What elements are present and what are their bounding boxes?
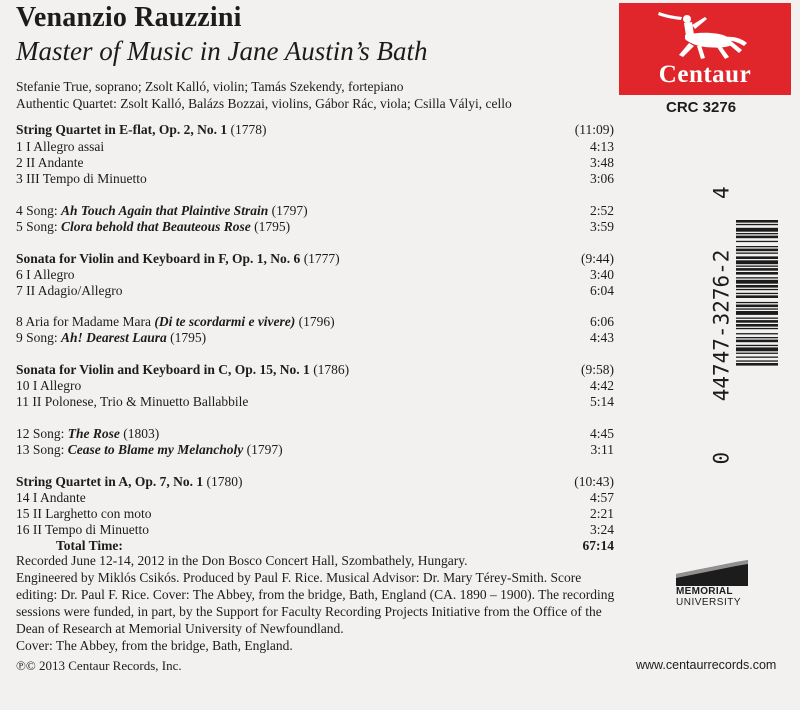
catalog-number: CRC 3276 [666,99,737,116]
work-heading [16,250,614,267]
barcode-bar [736,266,778,267]
track-year: (1796) [295,314,335,329]
track-row [16,441,614,458]
track-title: Clora behold that Beauteous Rose [61,219,251,234]
cover-credit: Cover: The Abbey, from the bridge, Bath, England. [16,638,293,653]
track-title: 6 I Allegro [16,267,75,282]
track-duration: 4:45 [589,426,614,441]
track-row [16,154,614,171]
track-row [16,329,614,346]
track-row [16,218,614,235]
barcode-bar [736,256,778,259]
sponsor-name: MEMORIAL [676,586,733,597]
track-row [16,138,614,155]
track-row [16,282,614,299]
barcode-bar [736,280,778,284]
work-heading [16,361,614,378]
barcode-bar [736,328,778,329]
centaur-logo [619,3,791,95]
track-row [16,521,614,538]
work-heading [16,121,614,138]
barcode-bar [736,220,778,223]
track-row [16,425,614,442]
track-title: 10 I Allegro [16,378,82,393]
track-title: The Rose [67,426,120,441]
work-year: (1777) [300,251,340,266]
album-title: Master of Music in Jane Austin’s Bath [16,36,428,66]
work-title: Sonata for Violin and Keyboard in F, Op. 1, No. 6 [16,251,301,266]
track-row [16,313,614,330]
track-duration: 4:57 [589,490,614,505]
track-duration: 3:48 [589,155,614,170]
track-title: 1 I Allegro assai [16,139,105,154]
track-prefix: 4 Song: [16,203,62,218]
track-prefix: 12 Song: [16,426,68,441]
label-name: Centaur [658,61,752,88]
performers-line: Stefanie True, soprano; Zsolt Kalló, violin; Tamás Szekendy, fortepiano [16,79,404,94]
work-duration: (9:44) [581,251,614,266]
total-time-label: Total Time: [56,538,123,553]
track-duration: 2:52 [589,203,614,218]
track-title: 2 II Andante [16,155,84,170]
track-duration: 3:40 [589,267,614,282]
barcode-bar [736,308,778,309]
work-duration: (11:09) [574,122,614,137]
track-row [16,266,614,283]
track-duration: 3:11 [590,442,614,457]
barcode-bar [736,224,778,225]
track-title: Ah Touch Again that Plaintive Strain [61,203,269,218]
sponsor-subname: UNIVERSITY [676,597,742,608]
work-duration: (10:43) [574,474,614,489]
barcode-bar [736,345,778,346]
track-year: (1795) [250,219,291,234]
barcode-bar [736,228,778,232]
work-title: Sonata for Violin and Keyboard in C, Op. 15, No. 1 [16,362,310,377]
barcode-bar [736,302,778,303]
track-row [16,505,614,522]
website-link[interactable]: www.centaurrecords.com [636,658,777,672]
track-title: 11 II Polonese, Trio & Minuetto Ballabbile [16,394,249,409]
barcode-bar [736,293,778,294]
track-title: 3 III Tempo di Minuetto [16,171,147,186]
work-year: (1778) [227,122,267,137]
track-duration: 3:59 [589,219,614,234]
credits: Engineered by Miklós Csikós. Produced by Paul F. Rice. Musical Advisor: Dr. Mary Térey-Smith. Score editing: Dr. Paul F. Rice. Cover: The Abbey, from the bridge, Bath, England (CA. 1890 – 1900). The recording sessions were funded, in part, by the Support for Faculty Recording Projects Initiative from the Office of the Dean of Research at Memorial University of Newfoundland. [16,570,615,636]
track-year: (1803) [119,426,160,441]
recording-info: Recorded June 12-14, 2012 in the Don Bosco Concert Hall, Szombathely, Hungary. [16,553,468,568]
track-duration: 4:43 [589,330,614,345]
barcode-bar [736,360,778,361]
track-duration: 5:14 [589,394,614,409]
barcode-bar [736,236,778,239]
track-row [16,489,614,506]
barcode-bar [736,272,778,275]
barcode-bar [736,289,778,290]
work-year: (1786) [309,362,350,377]
ensemble-line: Authentic Quartet: Zsolt Kalló, Balázs Bozzai, violins, Gábor Rác, viola; Csilla Vályi, cello [16,96,512,111]
barcode-bar [736,249,778,252]
track-duration: 4:13 [589,139,614,154]
track-row [16,377,614,394]
track-duration: 3:06 [589,171,614,186]
barcode-bar [736,340,778,343]
track-duration: 6:04 [589,283,614,298]
track-title: Cease to Blame my Melancholy [67,442,244,457]
track-title: Ah! Dearest Laura [61,330,167,345]
barcode-bar [736,357,778,358]
barcode-bar [736,233,778,234]
barcode-bar [736,324,778,327]
track-title: 7 II Adagio/Allegro [16,283,123,298]
barcode-bar [736,347,778,351]
barcode-bar [736,333,778,334]
track-prefix: 13 Song: [16,442,68,457]
barcode-bar [736,337,778,338]
work-heading [16,473,614,490]
track-duration: 6:06 [589,314,614,329]
track-duration: 4:42 [589,378,614,393]
barcode-bar [736,241,778,242]
copyright: ℗© 2013 Centaur Records, Inc. [16,658,182,673]
barcode-bar [736,353,778,354]
memorial-emblem-icon [676,560,750,586]
total-time-value: 67:14 [582,538,614,553]
barcode-bar [736,260,778,264]
track-year: (1797) [268,203,308,218]
barcode-bar [736,318,778,319]
barcode-bar [736,311,778,315]
track-title: (Di te scordarmi e vivere) [154,314,296,329]
work-title: String Quartet in E-flat, Op. 2, No. 1 [16,122,228,137]
memorial-university-logo [676,560,750,610]
track-duration: 3:24 [589,522,614,537]
liner-notes [16,552,616,654]
barcode-bar [736,253,778,254]
composer-name: Venanzio Rauzzini [16,2,242,33]
track-title: 16 II Tempo di Minuetto [16,522,150,537]
barcode-bar [736,305,778,308]
work-year: (1780) [203,474,243,489]
track-prefix: 8 Aria for Madame Mara [16,314,155,329]
barcode-digits: 0 44747-3276-2 4 [709,186,734,465]
barcode-bar [736,246,778,247]
barcode-bar [736,285,778,288]
barcode-bar [736,320,778,323]
track-title: 15 II Larghetto con moto [16,506,152,521]
work-title: String Quartet in A, Op. 7, No. 1 [16,474,204,489]
track-prefix: 9 Song: [16,330,62,345]
track-duration: 2:21 [589,506,614,521]
track-prefix: 5 Song: [16,219,62,234]
barcode [700,186,778,465]
barcode-bar [736,363,778,366]
barcode-bar [736,277,778,278]
track-title: 14 I Andante [16,490,86,505]
track-row [16,393,614,410]
barcode-bar [736,268,778,271]
barcode-bar [736,295,778,298]
track-year: (1797) [243,442,283,457]
track-row [16,202,614,219]
track-row [16,170,614,187]
work-duration: (9:58) [581,362,614,377]
track-year: (1795) [166,330,207,345]
